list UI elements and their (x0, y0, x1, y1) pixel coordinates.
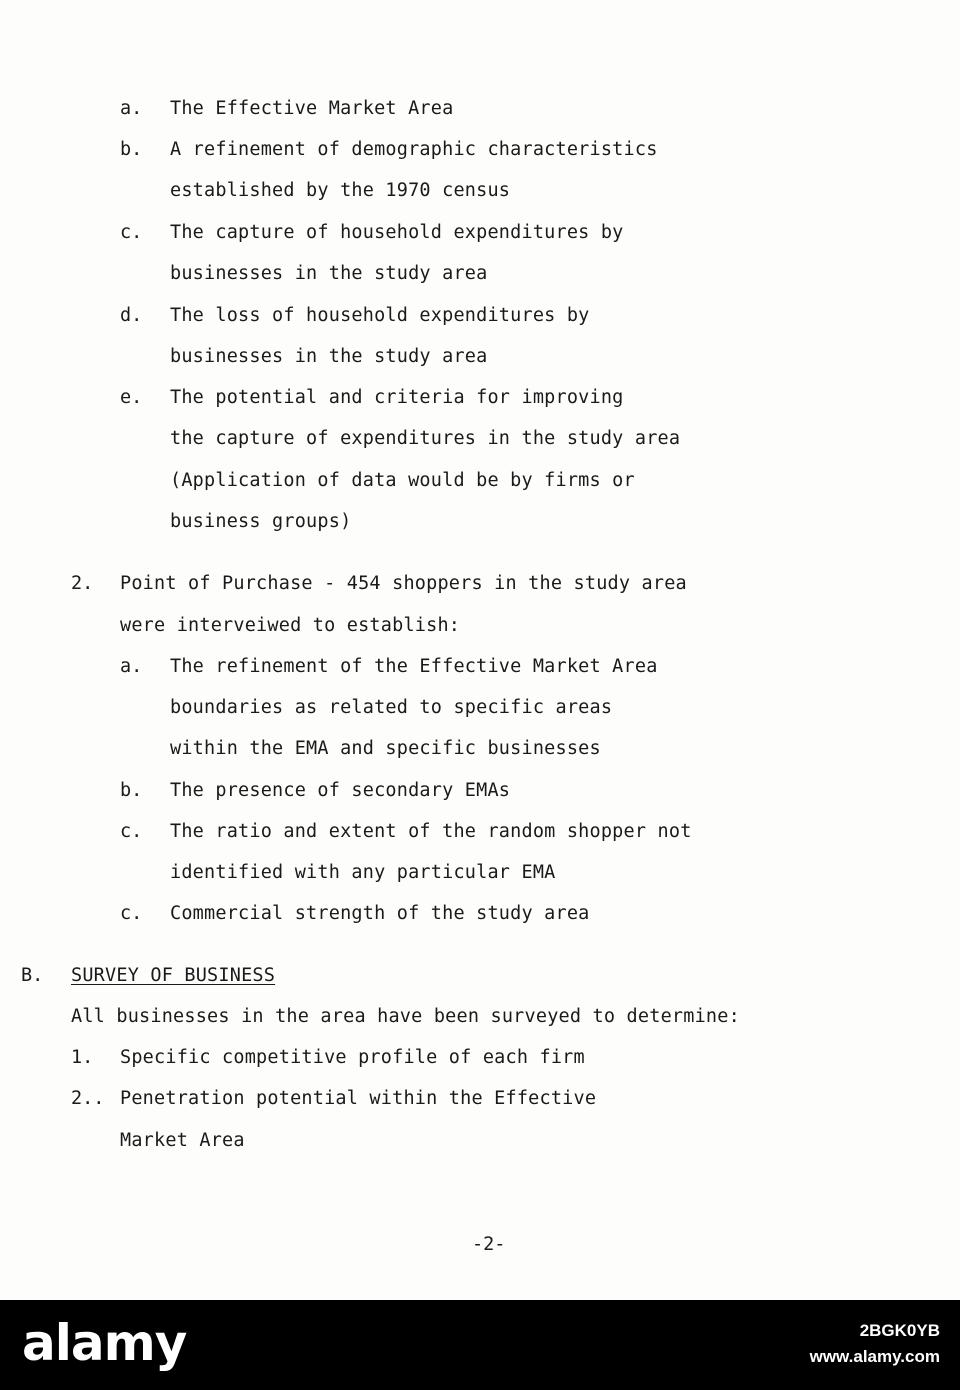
list-item-line: The potential and criteria for improving (170, 387, 624, 408)
list-item-line: (Application of data would be by firms or (170, 470, 635, 491)
page-number: -2- (472, 1234, 506, 1255)
list-marker: b. (120, 780, 143, 801)
list-item-line: boundaries as related to specific areas (170, 697, 613, 718)
list-item-line: the capture of expenditures in the study area (170, 428, 681, 449)
list-marker: a. (120, 98, 143, 119)
section-heading: SURVEY OF BUSINESS (71, 965, 276, 986)
list-marker: d. (120, 305, 143, 326)
list-item-line: The ratio and extent of the random shopper not (170, 821, 692, 842)
section-intro: All businesses in the area have been surveyed to determine: (71, 1006, 740, 1027)
list-item-line: Commercial strength of the study area (170, 903, 590, 924)
list-item-line: The refinement of the Effective Market Area (170, 656, 658, 677)
list-item-line: The capture of household expenditures by (170, 222, 624, 243)
list-item-line: businesses in the study area (170, 346, 488, 367)
list-marker: e. (120, 387, 143, 408)
list-item-line: Point of Purchase - 454 shoppers in the study area (120, 573, 687, 594)
list-item-line: within the EMA and specific businesses (170, 738, 601, 759)
footer-url: www.alamy.com (809, 1347, 940, 1366)
list-marker: c. (120, 821, 143, 842)
list-marker: 2.. (71, 1088, 105, 1109)
image-id: 2BGK0YB (859, 1321, 940, 1340)
list-item-line: Specific competitive profile of each firm (120, 1047, 585, 1068)
alamy-logo: alamy (22, 1314, 187, 1372)
list-item-line: were interveiwed to establish: (120, 615, 461, 636)
list-item-line: The Effective Market Area (170, 98, 454, 119)
list-item-line: Market Area (120, 1130, 245, 1151)
list-item-line: established by the 1970 census (170, 180, 511, 201)
watermark-footer (0, 1300, 960, 1390)
list-marker: 1. (71, 1047, 94, 1068)
list-marker: b. (120, 139, 143, 160)
list-marker: 2. (71, 573, 94, 594)
list-item-line: The presence of secondary EMAs (170, 780, 511, 801)
list-marker: a. (120, 656, 143, 677)
list-marker: c. (120, 903, 143, 924)
list-item-line: business groups) (170, 511, 352, 532)
list-item-line: The loss of household expenditures by (170, 305, 590, 326)
list-item-line: Penetration potential within the Effective (120, 1088, 597, 1109)
list-marker: c. (120, 222, 143, 243)
section-marker: B. (21, 965, 44, 986)
list-item-line: identified with any particular EMA (170, 862, 556, 883)
list-item-line: A refinement of demographic characteristics (170, 139, 658, 160)
list-item-line: businesses in the study area (170, 263, 488, 284)
